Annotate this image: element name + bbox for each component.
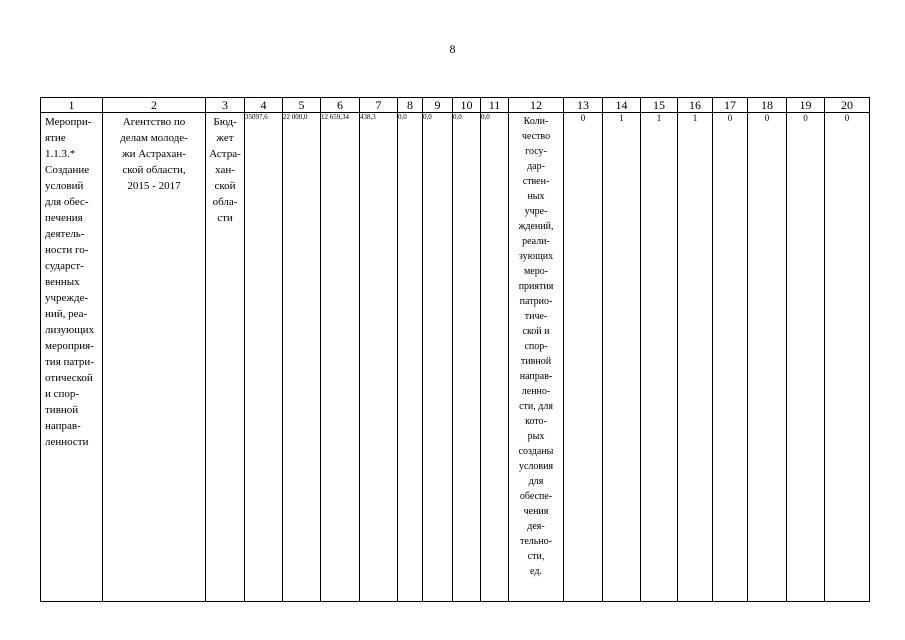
column-header-18: 18: [748, 98, 787, 113]
text-line: сударст-: [45, 260, 84, 272]
text-line: меро-: [523, 266, 549, 277]
column-header-15: 15: [641, 98, 678, 113]
text-line: для обес-: [45, 196, 89, 208]
text-line: тивной: [520, 356, 552, 367]
text-line: патрио-: [519, 296, 553, 307]
text-line: госу-: [525, 146, 547, 157]
text-line: сти,: [527, 551, 545, 562]
text-line: 1.1.3.*: [45, 148, 76, 160]
text-line: ской области,: [122, 164, 186, 176]
column-header-1: 1: [41, 98, 103, 113]
cell-col17: 0: [713, 113, 748, 602]
text-line: ждений,: [518, 221, 554, 232]
cell-col18: 0: [748, 113, 787, 602]
column-header-3: 3: [206, 98, 245, 113]
text-line: обеспе-: [519, 491, 553, 502]
cell-col5: 22 000,0: [283, 113, 321, 602]
text-line: учрежде-: [45, 292, 89, 304]
cell-col15: 1: [641, 113, 678, 602]
text-line: направ-: [45, 420, 81, 432]
text-line: жет: [216, 132, 234, 144]
text-line: Астра-: [209, 148, 241, 160]
text-line: дея-: [527, 521, 545, 532]
text-line: тия патри-: [45, 356, 94, 368]
text-line: венных: [45, 276, 80, 288]
column-header-9: 9: [423, 98, 453, 113]
text-line: кото-: [525, 416, 547, 427]
text-line: печения: [45, 212, 83, 224]
text-line: и спор-: [45, 388, 80, 400]
text-line: для: [528, 476, 544, 487]
text-line: ской: [214, 180, 236, 192]
cell-col11: 0,0: [481, 113, 509, 602]
text-line: ед.: [530, 566, 542, 577]
text-line: делам молоде-: [120, 132, 188, 144]
text-line: условия: [518, 461, 554, 472]
text-line: мероприя-: [45, 340, 94, 352]
column-header-17: 17: [713, 98, 748, 113]
cell-col4: 35097,6: [245, 113, 283, 602]
text-line: чения: [523, 506, 549, 517]
text-line: тивной: [45, 404, 79, 416]
header-row: [41, 98, 870, 113]
text-line: ных: [527, 191, 545, 202]
cell-col19: 0: [787, 113, 825, 602]
column-header-13: 13: [564, 98, 603, 113]
text-line: направ-: [519, 371, 553, 382]
text-line: Агентство по: [122, 116, 186, 128]
cell-funding-source: [206, 113, 245, 602]
cell-col6: 12 659,34: [321, 113, 360, 602]
column-header-12: 12: [509, 98, 564, 113]
text-line: рых: [527, 431, 545, 442]
text-line: ленности: [45, 436, 89, 448]
program-table: [40, 97, 870, 602]
cell-measure-name: [41, 113, 103, 602]
text-line: ствен-: [522, 176, 550, 187]
page-number: 8: [449, 42, 456, 56]
text-line: условий: [45, 180, 84, 192]
text-line: ний, реа-: [45, 308, 88, 320]
text-line: тельно-: [519, 536, 553, 547]
column-header-20: 20: [825, 98, 870, 113]
text-line: Создание: [45, 164, 90, 176]
text-line: отической: [45, 372, 93, 384]
column-header-7: 7: [360, 98, 398, 113]
column-header-14: 14: [603, 98, 641, 113]
text-line: сти: [217, 212, 233, 224]
text-line: жи Астрахан-: [122, 148, 186, 160]
text-line: леннo-: [521, 386, 551, 397]
cell-col10: 0,0: [453, 113, 481, 602]
text-line: Меропри-: [45, 116, 92, 128]
cell-col20: 0: [825, 113, 870, 602]
text-line: реали-: [522, 236, 550, 247]
cell-col9: 0,0: [423, 113, 453, 602]
text-line: дар-: [527, 161, 545, 172]
column-header-10: 10: [453, 98, 481, 113]
text-line: хан-: [215, 164, 235, 176]
text-line: сти, для: [519, 401, 553, 412]
column-header-5: 5: [283, 98, 321, 113]
cell-col13: 0: [564, 113, 603, 602]
column-header-11: 11: [481, 98, 509, 113]
table-row: [41, 113, 870, 602]
text-line: деятель-: [45, 228, 85, 240]
column-header-19: 19: [787, 98, 825, 113]
text-line: спор-: [524, 341, 548, 352]
text-line: чество: [521, 131, 551, 142]
text-line: ской и: [522, 326, 550, 337]
cell-executor: [103, 113, 206, 602]
text-line: ности го-: [45, 244, 89, 256]
cell-col8: 0,0: [398, 113, 423, 602]
cell-indicator: [509, 113, 564, 602]
text-line: созданы: [518, 446, 554, 457]
column-header-6: 6: [321, 98, 360, 113]
column-header-2: 2: [103, 98, 206, 113]
text-line: тиче-: [524, 311, 548, 322]
cell-col14: 1: [603, 113, 641, 602]
text-line: 2015 - 2017: [127, 180, 181, 192]
text-line: Коли-: [523, 116, 549, 127]
cell-col16: 1: [678, 113, 713, 602]
column-header-16: 16: [678, 98, 713, 113]
cell-col7: 438,3: [360, 113, 398, 602]
text-line: Бюд-: [213, 116, 237, 128]
text-line: зующих: [518, 251, 554, 262]
text-line: лизующих: [45, 324, 95, 336]
text-line: учре-: [524, 206, 548, 217]
text-line: ятие: [45, 132, 66, 144]
column-header-4: 4: [245, 98, 283, 113]
column-header-8: 8: [398, 98, 423, 113]
text-line: обла-: [212, 196, 238, 208]
text-line: приятия: [518, 281, 554, 292]
